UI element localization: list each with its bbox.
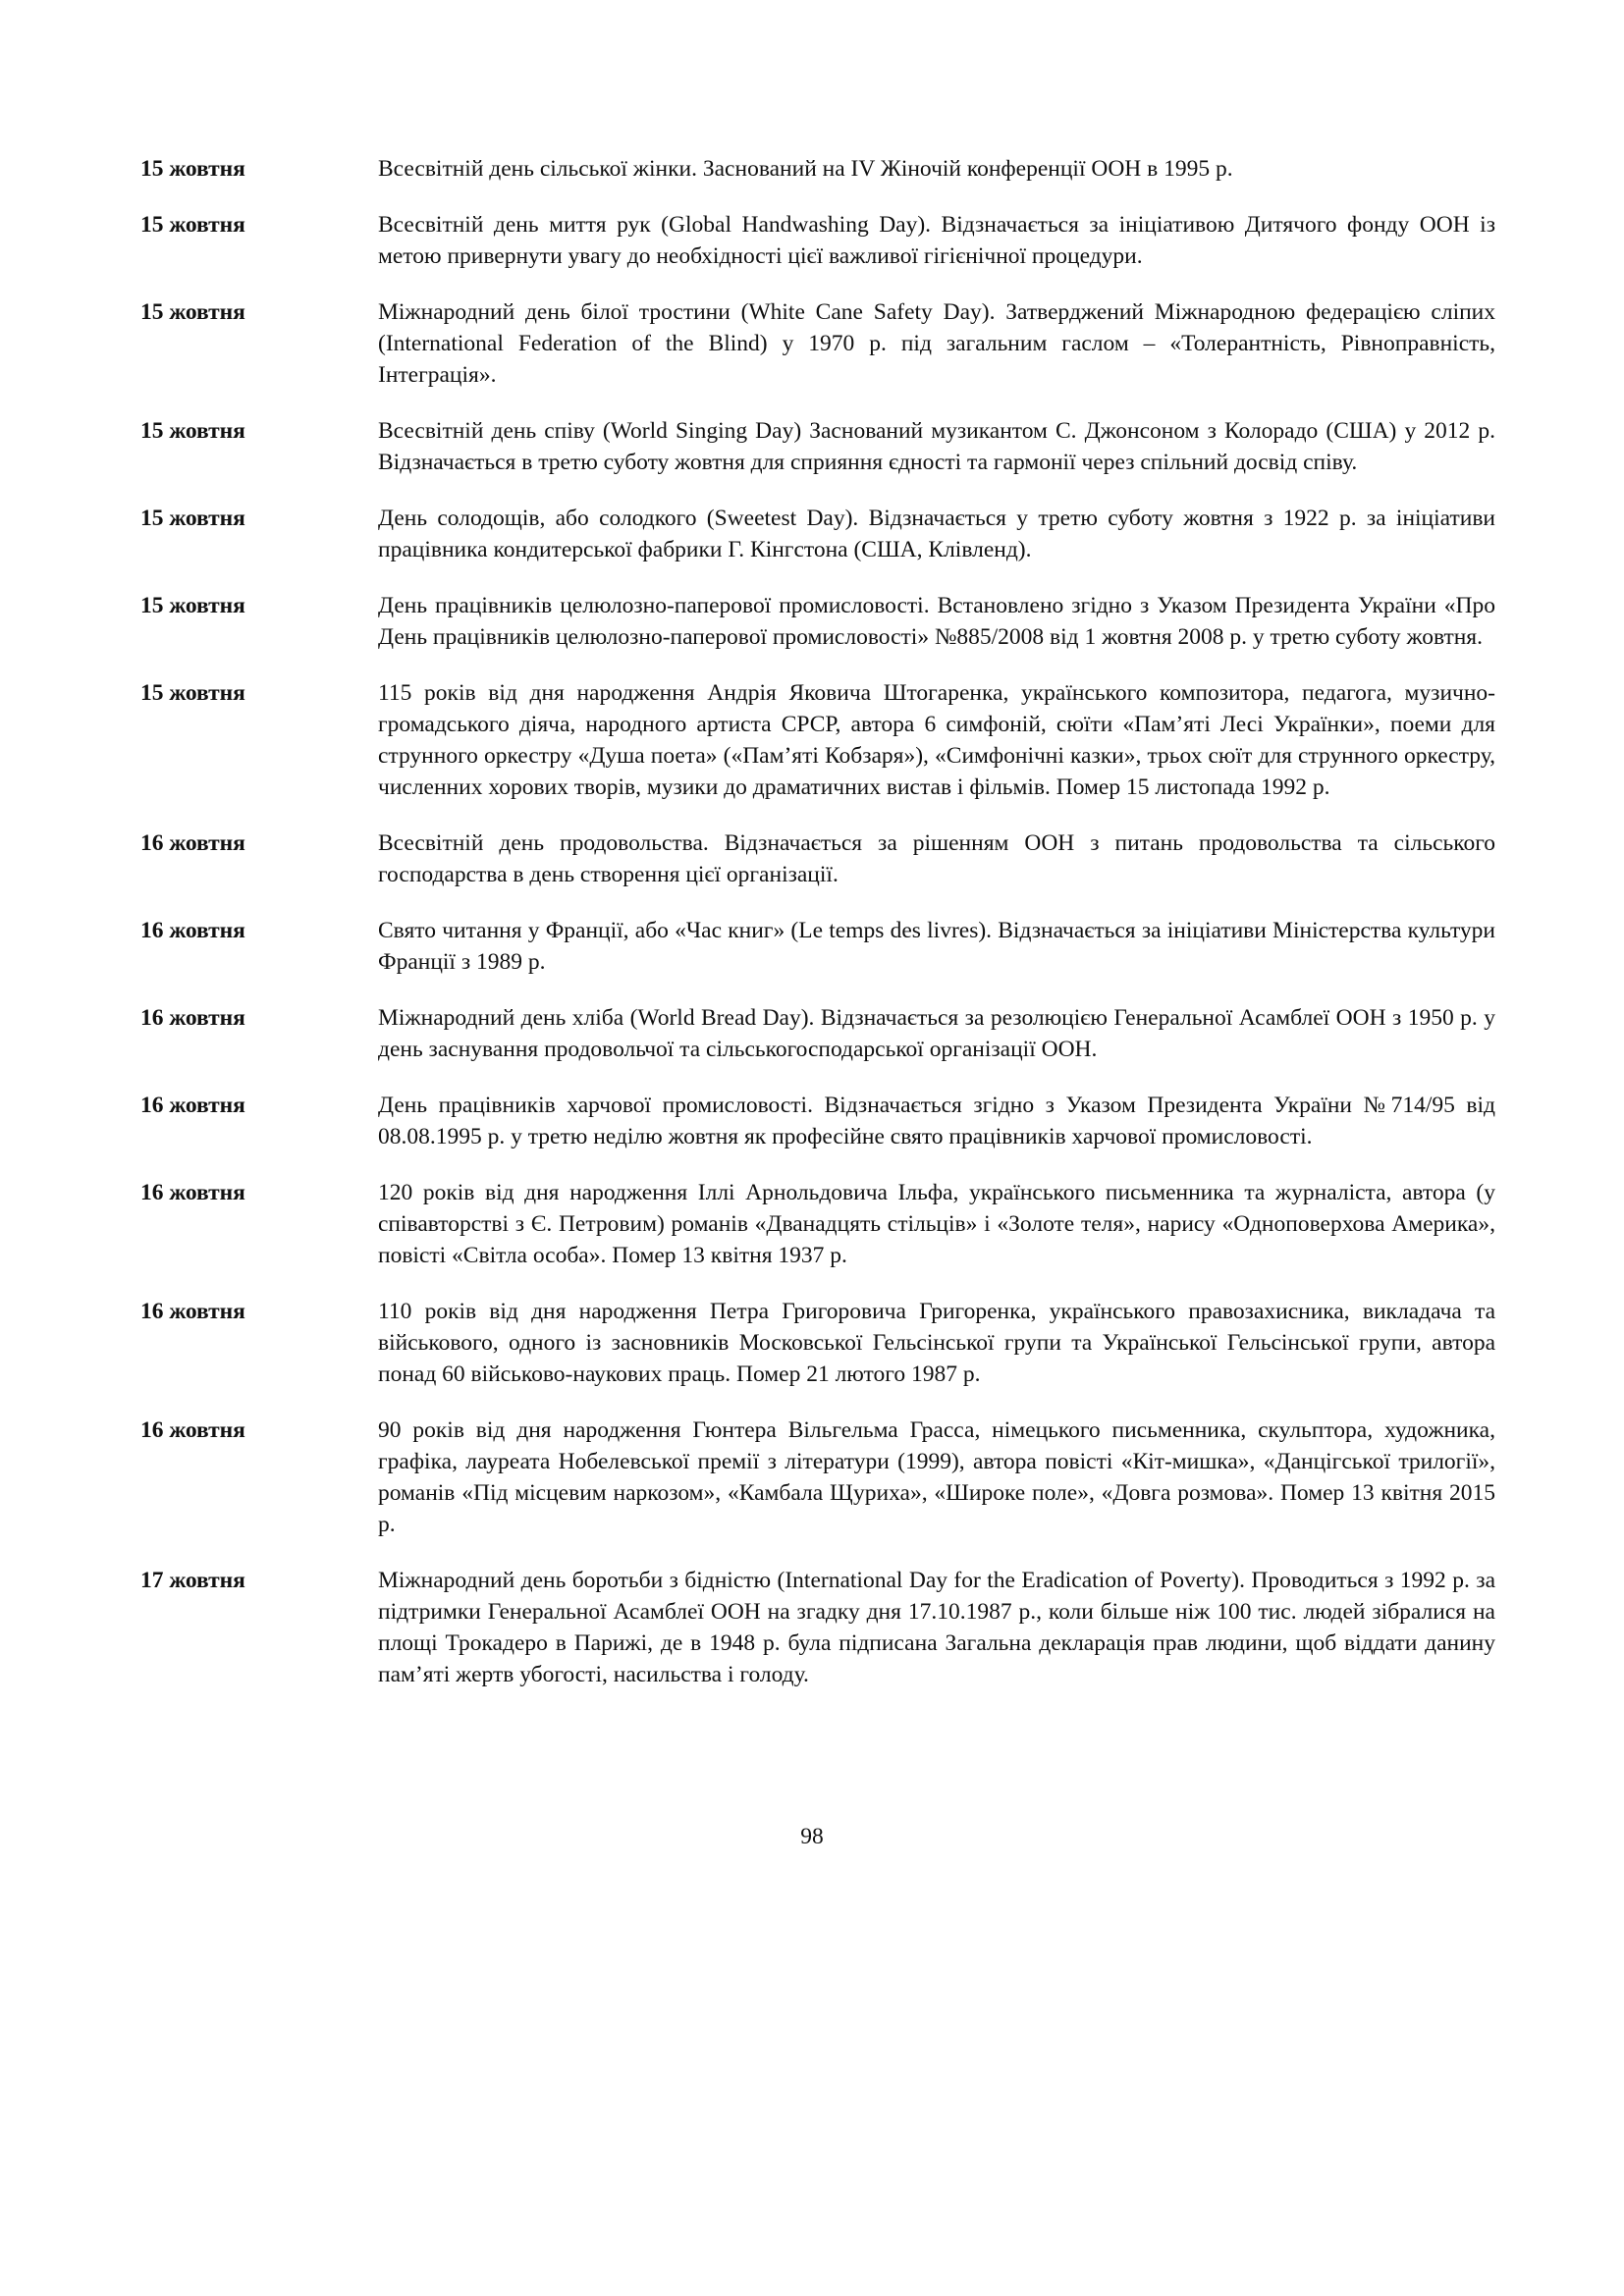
entry	[140, 1177, 1495, 1271]
entry	[140, 915, 1495, 978]
entry-text: День працівників харчової промисловості. Відзначається згідно з Указом Президента України №714/95 від 08.08.1995 р. у третю неділю жовтня як професійне свято працівників харчової промисловості.	[378, 1093, 1495, 1149]
entry-text: Міжнародний день білої тростини (White Cane Safety Day). Затверджений Міжнародною федерацією сліпих (International Federation of the Blind) у 1970 р. під загальним гаслом – «Толерантність, Рівноправність, Інтеграція».	[378, 299, 1495, 388]
entry-date: 16 жовтня	[140, 1180, 245, 1205]
entry-text: День працівників целюлозно-паперової промисловості. Встановлено згідно з Указом Президента України «Про День працівників целюлозно-паперової промисловості» №885/2008 від 1 жовтня 2008 р. у третю суботу жовтня.	[378, 593, 1495, 650]
entry-date: 17 жовтня	[140, 1568, 245, 1593]
entry-text: Всесвітній день миття рук (Global Handwashing Day). Відзначається за ініціативою Дитячого фонду ООН із метою привернути увагу до необхідності цієї важливої гігієнічної процедури.	[378, 212, 1495, 269]
entry-text: Міжнародний день боротьби з бідністю (International Day for the Eradication of Poverty). Проводиться з 1992 р. за підтримки Генеральної Асамблеї ООН на згадку дня 17.10.1987 р., коли більше ніж 100 тис. людей зібралися на площі Трокадеро в Парижі, де в 1948 р. була підписана Загальна декларація прав людини, щоб віддати данину пам’яті жертв убогості, насильства і голоду.	[378, 1568, 1495, 1687]
entry-date: 15 жовтня	[140, 212, 245, 238]
entry-text: Всесвітній день продовольства. Відзначається за рішенням ООН з питань продовольства та сільського господарства в день створення цієї організації.	[378, 830, 1495, 887]
entry	[140, 1296, 1495, 1390]
entry	[140, 1002, 1495, 1065]
entry-text: День солодощів, або солодкого (Sweetest Day). Відзначається у третю суботу жовтня з 1922 р. за ініціативи працівника кондитерської фабрики Г. Кінгстона (США, Клівленд).	[378, 506, 1495, 562]
entry	[140, 1565, 1495, 1690]
entry-text: 110 років від дня народження Петра Григоровича Григоренка, українського правозахисника, викладача та військового, одного із засновників Московської Гельсінської групи та Української Гельсінської групи, автора понад 60 військово-наукових праць. Помер 21 лютого 1987 р.	[378, 1299, 1495, 1387]
entry-date: 15 жовтня	[140, 299, 245, 325]
entry	[140, 1090, 1495, 1152]
entry-date: 16 жовтня	[140, 1093, 245, 1118]
entry-date: 16 жовтня	[140, 1299, 245, 1324]
entry	[140, 153, 1495, 185]
entry-text: Свято читання у Франції, або «Час книг» (Le temps des livres). Відзначається за ініціативи Міністерства культури Франції з 1989 р.	[378, 918, 1495, 975]
entry	[140, 209, 1495, 272]
entry	[140, 677, 1495, 803]
entry-date: 16 жовтня	[140, 1005, 245, 1031]
entry-date: 15 жовтня	[140, 593, 245, 618]
entry	[140, 590, 1495, 653]
entry-text: Міжнародний день хліба (World Bread Day). Відзначається за резолюцією Генеральної Асамблеї ООН з 1950 р. у день заснування продовольчої та сільськогосподарської організації ООН.	[378, 1005, 1495, 1062]
entry-text: Всесвітній день сільської жінки. Заснований на IV Жіночій конференції ООН в 1995 р.	[378, 156, 1233, 182]
calendar-entries	[140, 153, 1495, 1715]
entry	[140, 415, 1495, 478]
entry-text: 90 років від дня народження Гюнтера Вільгельма Грасса, німецького письменника, скульптора, художника, графіка, лауреата Нобелевської премії з літератури (1999), автора повісті «Кіт-мишка», «Данцігської трилогії», романів «Під місцевим наркозом», «Камбала Щуриха», «Широке поле», «Довга розмова». Помер 13 квітня 2015 р.	[378, 1417, 1495, 1537]
entry-date: 15 жовтня	[140, 506, 245, 531]
entry-date: 15 жовтня	[140, 156, 245, 182]
entry	[140, 828, 1495, 890]
entry-text: Всесвітній день співу (World Singing Day) Заснований музикантом С. Джонсоном з Колорадо (США) у 2012 р. Відзначається в третю суботу жовтня для сприяння єдності та гармонії через спільний досвід співу.	[378, 418, 1495, 475]
entry-date: 15 жовтня	[140, 680, 245, 706]
entry-text: 120 років від дня народження Іллі Арнольдовича Ільфа, українського письменника та журналіста, автора (у співавторстві з Є. Петровим) романів «Дванадцять стільців» і «Золоте теля», нарису «Одноповерхова Америка», повісті «Світла особа». Помер 13 квітня 1937 р.	[378, 1180, 1495, 1268]
entry	[140, 503, 1495, 565]
entry-date: 16 жовтня	[140, 1417, 245, 1443]
entry-text: 115 років від дня народження Андрія Яковича Штогаренка, українського композитора, педагога, музично-громадського діяча, народного артиста СРСР, автора 6 симфоній, сюїти «Пам’яті Лесі Українки», поеми для струнного оркестру «Душа поета» («Пам’яті Кобзаря»), «Симфонічні казки», трьох сюїт для струнного оркестру, численних хорових творів, музики до драматичних вистав і фільмів. Помер 15 листопада 1992 р.	[378, 680, 1495, 800]
entry	[140, 1415, 1495, 1540]
page-number: 98	[800, 1824, 824, 1849]
entry-date: 15 жовтня	[140, 418, 245, 444]
entry-date: 16 жовтня	[140, 830, 245, 856]
entry	[140, 296, 1495, 391]
entry-date: 16 жовтня	[140, 918, 245, 943]
